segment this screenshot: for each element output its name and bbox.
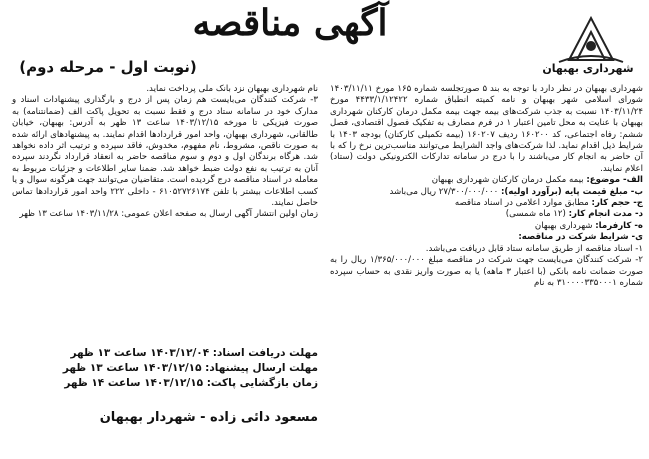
condition-2: ۲- شرکت کنندگان می‌بایست جهت شرکت در مناقصه مبلغ ۱/۳۶۵/۰۰۰/۰۰۰ ریال را به صورت ضمانت نامه بانکی (با اعتبار ۳ ماهه) یا به صورت واریز نقدی به حساب سپرده شماره ۳۱۰۰۰۰۳۳۵۰۰۰۱ به نام: [330, 255, 643, 288]
municipality-logo: [539, 10, 643, 88]
intro-paragraph: شهرداری بهبهان در نظر دارد با توجه به بند ۵ صورتجلسه شماره ۱۶۵ مورخ ۱۴۰۳/۱۱/۱۱ شورای اسلامی شهر بهبهان و نامه کمیته انطباق شماره ۴۴۳۳/۱/۱۲۴۲۲ مورخ ۱۴۰۳/۱۱/۲۴ نسبت به جذب شرکت‌های بیمه جهت بیمه مکمل درمان کارکنان شهرداری بهبهان با عنایت به محل تامین اعتبار ۱ در فرم مصارف به تفکیک فصول اقتصادی، فصل ششم: رفاه اجتماعی، کد ۱۶۰۲۰۰ ردیف ۱۶۰۲۰۷ (بیمه تکمیلی کارکنان) بودجه ۱۴۰۳ با شرایط ذیل اقدام نماید. لذا شرکت‌های واجد الشرایط می‌توانند مناسب‌ترین نرخ را که با آن حاضر به انجام کار می‌باشند را با درج در سامانه تدارکات الکترونیکی دولت (ستاد) اعلام نمایند.: [330, 84, 644, 174]
item-conditions-heading: ی- شرایط شرکت در مناقصه:: [518, 232, 643, 243]
item-work-volume: ج- حجم کار: مطابق موارد اعلامی در اسناد مناقصه: [454, 198, 643, 209]
notice-body-left: [12, 84, 318, 221]
item-base-price: ب- مبلغ قیمت پایه (برآورد اولیه): ۲۷/۳۰۰/۰۰۰/۰۰۰ ریال می‌باشد: [389, 186, 643, 197]
deadline-proposals: مهلت ارسال پیشنهاد: ۱۴۰۳/۱۲/۱۵ ساعت ۱۳ ظهر: [62, 362, 318, 374]
condition-1: ۱- اسناد مناقصه از طریق سامانه ستاد قابل دریافت می‌باشد.: [425, 243, 643, 254]
behbahan-emblem-icon: [539, 10, 643, 66]
deadline-opening: زمان بازگشایی پاکت: ۱۴۰۳/۱۲/۱۵ ساعت ۱۴ ظهر: [64, 377, 318, 389]
continuation-line: نام شهرداری بهبهان نزد بانک ملی پرداخت نماید.: [146, 84, 318, 94]
logo-caption: شهرداری بهبهان: [542, 62, 634, 75]
notice-body-right: [330, 84, 643, 289]
mayor-signature: مسعود دائی زاده - شهردار بهبهان: [99, 410, 318, 425]
publish-date: زمان اولین انتشار آگهی ارسال به صفحه اعلان عمومی: ۱۴۰۳/۱۱/۲۸ ساعت ۱۳ ظهر: [19, 209, 318, 220]
item-subject: الف- موضوع: بیمه مکمل درمان کارکنان شهرداری بهبهان: [431, 175, 643, 186]
notice-title: آگهی مناقصه: [192, 2, 388, 44]
item-duration: د- مدت انجام کار: (۱۲ ماه شمسی): [505, 209, 643, 220]
notice-round: (نوبت اول - مرحله دوم): [19, 58, 197, 76]
deadline-documents: مهلت دریافت اسناد: ۱۴۰۳/۱۲/۰۴ ساعت ۱۳ ظهر: [70, 347, 318, 359]
item-employer: ه- کارفرما: شهرداری بهبهان: [534, 220, 643, 231]
condition-3: ۳- شرکت کنندگان می‌بایست هم زمان پس از درج و بارگذاری پیشنهادات اسناد و مدارک خود در سامانه ستاد درج و فقط نسبت به تحویل پاکت الف (ضمانتنامه) به صورت فیزیکی تا مورخه ۱۴۰۳/۱۲/۱۵ ساعت ۱۳ ظهر به آدرس: بهبهان، خیابان طالقانی، شهرداری بهبهان، واحد امور قراردادها اقدام نمایند. به پیشنهادهای ارائه شده به صورت ناقص، مشروط، نام مفهوم، مخدوش، فاقد سپرده و ترتیب اثر داده نخواهد شد. هرگاه برندگان اول و دوم و سوم مناقصه حاضر به انعقاد قرارداد نگردند سپرده آنان به ترتیب به نفع دولت ضبط خواهد شد. ضمنا سایر اطلاعات و جزئیات مربوط به معامله در اسناد مناقصه درج گردیده است. متقاضیان می‌توانند جهت هرگونه سوال و یا کسب اطلاعات بیشتر با تلفن ۶۱۰۵۲۷۲۶۱۷۴ - داخلی ۲۲۲ واحد امور قراردادها تماس حاصل نمایند.: [12, 95, 318, 209]
deadlines-block: [12, 346, 318, 391]
